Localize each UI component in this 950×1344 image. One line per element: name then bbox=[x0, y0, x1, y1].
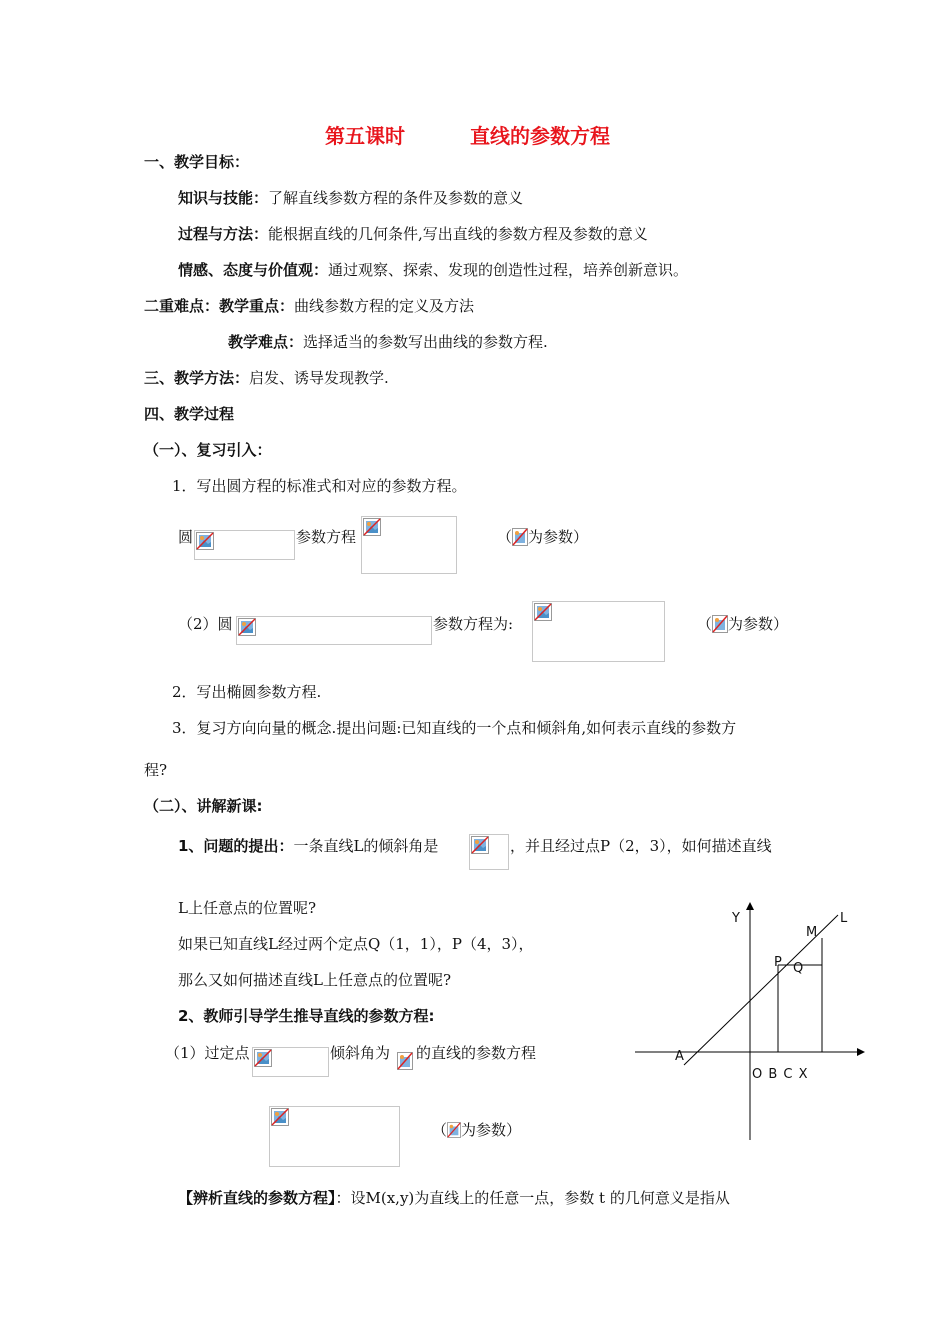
formula-image-circle2-param bbox=[532, 601, 665, 662]
problem-statement bbox=[178, 836, 438, 856]
label-x-axis-points: O B C X bbox=[752, 1067, 808, 1082]
label-A: A bbox=[675, 1049, 684, 1064]
broken-image-icon bbox=[712, 615, 728, 633]
formula-image-circle-standard bbox=[194, 530, 295, 560]
analysis bbox=[178, 1188, 730, 1208]
analysis-label: 【辨析直线的参数方程】 bbox=[178, 1189, 336, 1207]
objective-knowledge bbox=[178, 188, 523, 208]
question-3-line2: 程? bbox=[144, 761, 168, 779]
key-points bbox=[144, 296, 474, 316]
title-part1: 第五课时 bbox=[325, 124, 405, 148]
label-Q: Q bbox=[793, 961, 804, 976]
objective-attitude bbox=[178, 260, 688, 280]
broken-image-icon bbox=[471, 836, 489, 854]
broken-image-icon bbox=[397, 1052, 413, 1070]
section4-heading: 四、教学过程 bbox=[144, 405, 235, 423]
param-note-3-open: （ bbox=[432, 1121, 448, 1139]
part1-heading: （一）、复习引入： bbox=[144, 441, 272, 459]
circle2-label: （2）圆 bbox=[178, 615, 233, 633]
formula-image-line-param bbox=[269, 1106, 400, 1167]
section1-heading: 一、教学目标： bbox=[144, 153, 250, 171]
question-1: 1．写出圆方程的标准式和对应的参数方程。 bbox=[172, 477, 467, 495]
broken-image-icon bbox=[196, 532, 214, 550]
derivation-text-c: 的直线的参数方程 bbox=[416, 1044, 537, 1062]
formula-image-circle-param bbox=[361, 516, 457, 574]
problem-line2: L上任意点的位置呢? bbox=[178, 899, 317, 917]
param-note-3-close: 为参数） bbox=[461, 1121, 522, 1139]
teaching-method-text: 启发、诱导发现教学. bbox=[249, 369, 389, 387]
broken-image-icon bbox=[447, 1121, 461, 1139]
param-note-3 bbox=[432, 1120, 521, 1140]
part2-heading: （二）、讲解新课: bbox=[144, 797, 263, 815]
param-note-1 bbox=[497, 527, 588, 547]
theta-image-1 bbox=[512, 528, 528, 546]
graph-drawing bbox=[630, 895, 870, 1145]
broken-image-icon bbox=[363, 518, 381, 536]
label-M: M bbox=[806, 925, 818, 940]
problem-line4: 那么又如何描述直线L上任意点的位置呢? bbox=[178, 971, 452, 989]
objective-knowledge-text: 了解直线参数方程的条件及参数的意义 bbox=[268, 189, 524, 207]
analysis-text: ：设M(x,y)为直线上的任意一点，参数 t 的几何意义是指从 bbox=[335, 1189, 730, 1207]
coordinate-graph bbox=[630, 895, 870, 1145]
objective-process-text: 能根据直线的几何条件,写出直线的参数方程及参数的意义 bbox=[268, 225, 648, 243]
param-eq-label-2: 参数方程为: bbox=[433, 615, 514, 633]
broken-image-icon bbox=[534, 603, 552, 621]
param-note-1-close: 为参数） bbox=[528, 528, 589, 546]
problem-text-a: 一条直线L的倾斜角是 bbox=[293, 837, 439, 855]
teaching-method-label: 三、教学方法： bbox=[144, 369, 250, 387]
derivation-text-b: 倾斜角为 bbox=[330, 1044, 391, 1062]
teaching-method bbox=[144, 368, 389, 388]
title-part2: 直线的参数方程 bbox=[470, 124, 610, 148]
problem-text-b: ，并且经过点P（2，3），如何描述直线 bbox=[510, 837, 772, 855]
problem-line3: 如果已知直线L经过两个定点Q（1，1），P（4，3）， bbox=[178, 935, 534, 953]
problem-label: 1、问题的提出： bbox=[178, 837, 294, 855]
formula-image-point bbox=[252, 1047, 329, 1077]
param-note-1-open: （ bbox=[497, 528, 513, 546]
formula-image-angle bbox=[469, 834, 509, 870]
derivation-text-a: （1）过定点 bbox=[165, 1044, 250, 1062]
param-note-2 bbox=[697, 614, 788, 634]
objective-attitude-text: 通过观察、探索、发现的创造性过程，培养创新意识。 bbox=[328, 261, 689, 279]
objective-process bbox=[178, 224, 648, 244]
alpha-image bbox=[397, 1052, 415, 1072]
objective-process-label: 过程与方法： bbox=[178, 225, 269, 243]
circle1-label: 圆 bbox=[178, 528, 194, 546]
formula-image-circle2-standard bbox=[236, 616, 432, 645]
objective-attitude-label: 情感、态度与价值观： bbox=[178, 261, 329, 279]
label-L: L bbox=[840, 911, 848, 926]
question-3-line1: 3．复习方向向量的概念.提出问题:已知直线的一个点和倾斜角,如何表示直线的参数方 bbox=[172, 719, 737, 737]
t-image bbox=[447, 1121, 461, 1139]
broken-image-icon bbox=[238, 618, 256, 636]
objective-knowledge-label: 知识与技能： bbox=[178, 189, 269, 207]
param-eq-label: 参数方程 bbox=[296, 528, 357, 546]
theta-image-2 bbox=[712, 615, 728, 633]
derivation-heading: 2、教师引导学生推导直线的参数方程: bbox=[178, 1007, 435, 1025]
key-points-label: 二重难点：教学重点： bbox=[144, 297, 295, 315]
question-2: 2．写出椭圆参数方程. bbox=[172, 683, 322, 701]
param-note-2-open: （ bbox=[697, 615, 713, 633]
broken-image-icon bbox=[271, 1108, 289, 1126]
difficult-points-label: 教学难点： bbox=[228, 333, 304, 351]
param-note-2-close: 为参数） bbox=[728, 615, 789, 633]
key-points-text: 曲线参数方程的定义及方法 bbox=[294, 297, 475, 315]
broken-image-icon bbox=[254, 1049, 272, 1067]
difficult-points-text: 选择适当的参数写出曲线的参数方程. bbox=[303, 333, 548, 351]
label-Y: Y bbox=[732, 911, 740, 926]
label-P: P bbox=[774, 955, 782, 970]
broken-image-icon bbox=[512, 528, 528, 546]
difficult-points bbox=[228, 332, 548, 352]
